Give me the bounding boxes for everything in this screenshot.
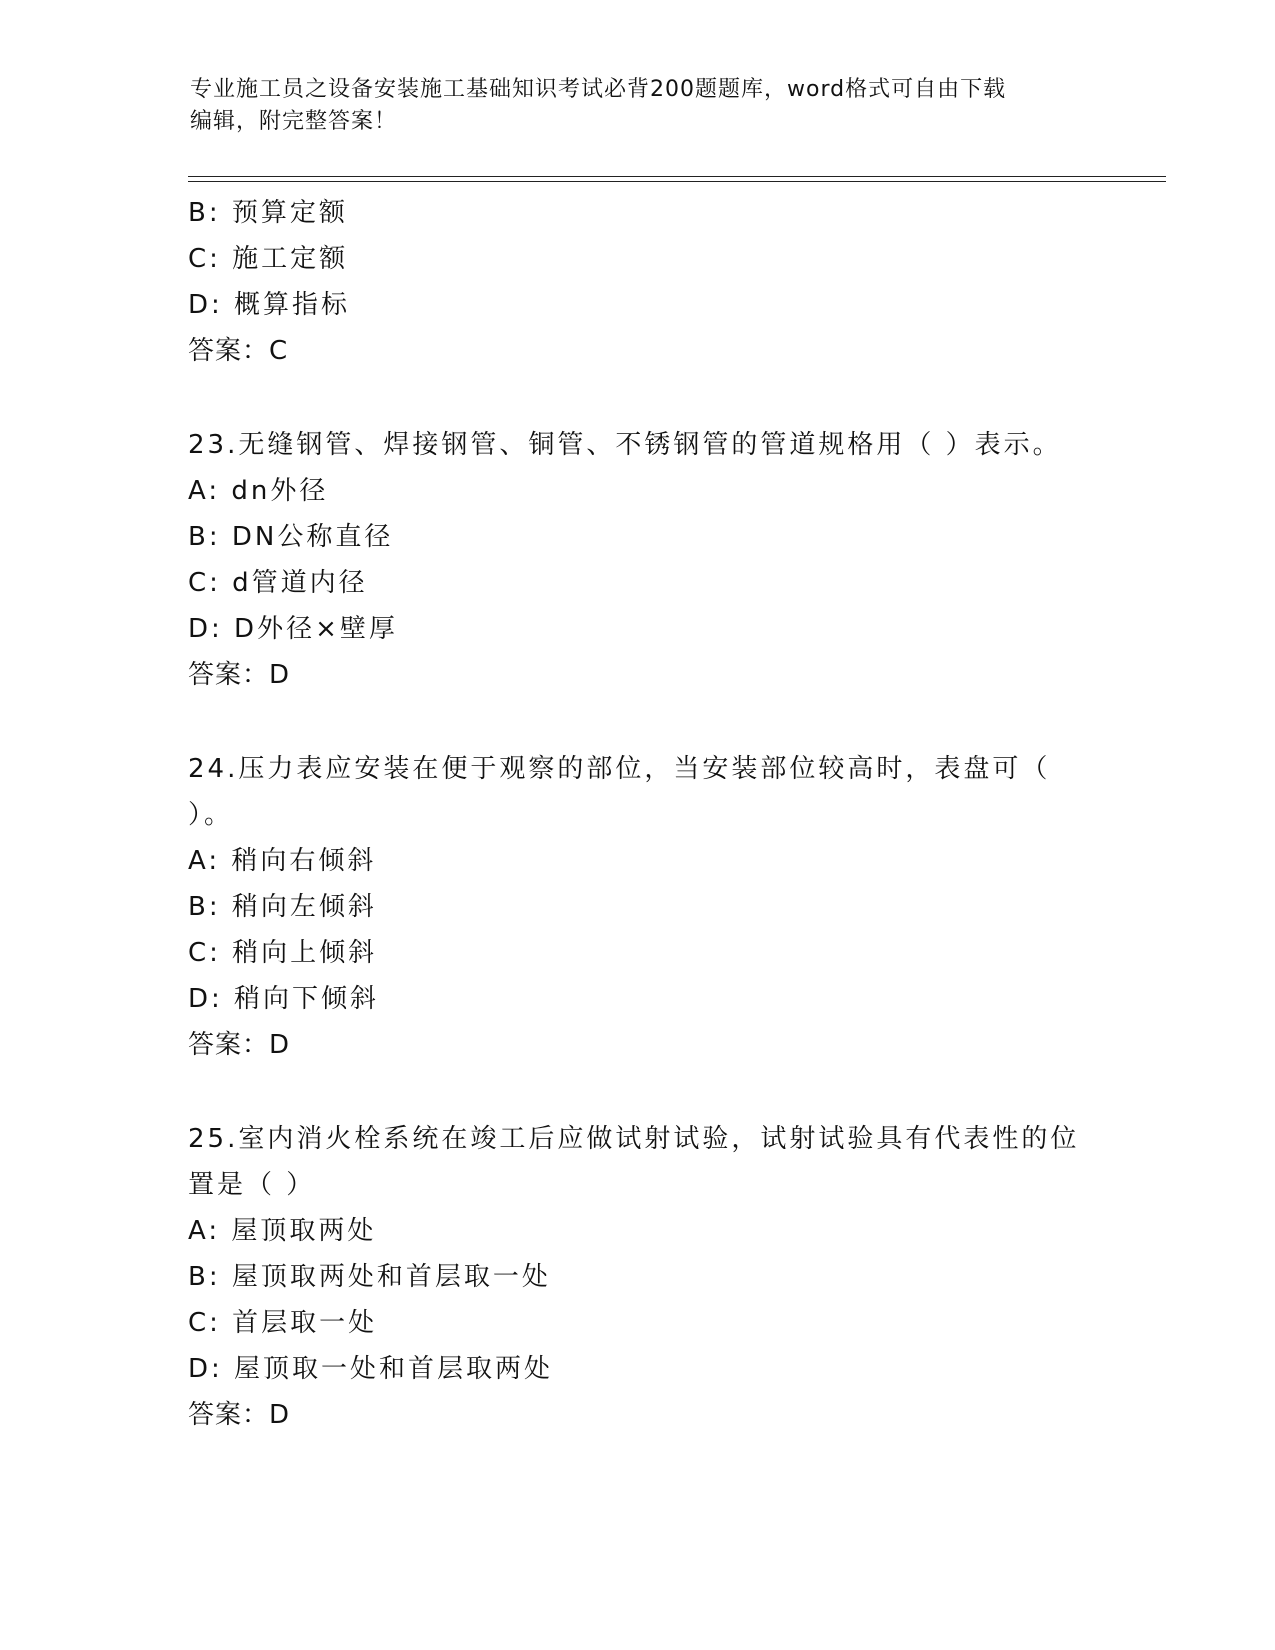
- option-b: B: 屋顶取两处和首层取一处: [188, 1262, 551, 1292]
- option-b: B: DN公称直径: [188, 522, 394, 552]
- question-text-line1: 25.室内消火栓系统在竣工后应做试射试验，试射试验具有代表性的位: [188, 1124, 1080, 1154]
- question-25: [188, 1116, 1088, 1438]
- option-b: B: 预算定额: [188, 198, 348, 228]
- option-b: B: 稍向左倾斜: [188, 892, 377, 922]
- document-header: [190, 74, 1090, 138]
- option-a: A: 屋顶取两处: [188, 1216, 377, 1246]
- question-text: 23.无缝钢管、焊接钢管、铜管、不锈钢管的管道规格用（ ）表示。: [188, 430, 1062, 460]
- option-c: C: 施工定额: [188, 244, 349, 274]
- option-d: D: D外径×壁厚: [188, 614, 398, 644]
- option-d: D: 屋顶取一处和首层取两处: [188, 1354, 554, 1384]
- question-text-line1: 24.压力表应安装在便于观察的部位，当安装部位较高时，表盘可（: [188, 754, 1051, 784]
- spacer: [188, 698, 1088, 746]
- option-a: A: 稍向右倾斜: [188, 846, 377, 876]
- header-rule-bottom: [188, 181, 1166, 182]
- option-c: C: d管道内径: [188, 568, 368, 598]
- answer: 答案：D: [188, 1400, 291, 1430]
- spacer: [188, 374, 1088, 422]
- option-c: C: 首层取一处: [188, 1308, 378, 1338]
- header-rule-top: [188, 176, 1166, 177]
- question-text-line2: ）。: [188, 800, 234, 830]
- question-24: [188, 746, 1088, 1068]
- option-d: D: 概算指标: [188, 290, 351, 320]
- question-22-tail: [188, 190, 1088, 374]
- question-23: [188, 422, 1088, 698]
- option-a: A: dn外径: [188, 476, 329, 506]
- option-d: D: 稍向下倾斜: [188, 984, 380, 1014]
- header-title-line1: 专业施工员之设备安装施工基础知识考试必背200题题库，word格式可自由下载: [190, 77, 1007, 102]
- answer: 答案：D: [188, 660, 291, 690]
- answer: 答案：C: [188, 336, 289, 366]
- spacer: [188, 1068, 1088, 1116]
- option-c: C: 稍向上倾斜: [188, 938, 378, 968]
- question-list: [188, 190, 1088, 1438]
- header-title-line2: 编辑，附完整答案！: [190, 109, 398, 134]
- answer: 答案：D: [188, 1030, 291, 1060]
- question-text-line2: 置是（ ）: [188, 1170, 316, 1200]
